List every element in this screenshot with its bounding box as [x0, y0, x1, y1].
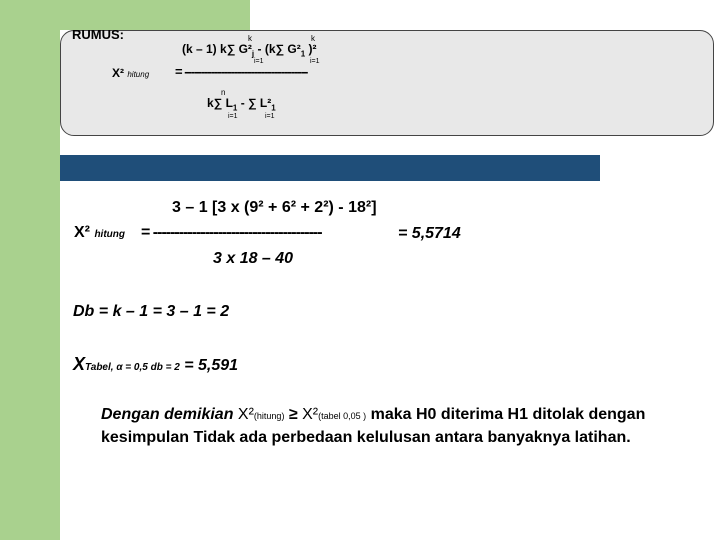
- left-green-strip: [0, 0, 60, 540]
- x-tabel-line: XTabel, α = 0,5 db = 2 = 5,591: [73, 354, 239, 374]
- sum-lower-limit: i=1: [265, 113, 275, 120]
- title-bar: [60, 155, 600, 181]
- formula-box: [60, 30, 714, 136]
- sum-lower-limit: i=1: [228, 113, 238, 120]
- sum-lower-limit: i=1: [310, 58, 320, 65]
- top-green-strip: [60, 0, 250, 30]
- sum-upper-limit: k: [248, 34, 252, 43]
- sum-upper-limit: k: [311, 34, 315, 43]
- formula-lhs: X² hitung: [112, 66, 150, 80]
- conclusion-text: Dengan demikian X²(hitung) ≥ X²(tabel 0,05 ) maka H0 diterima H1 ditolak dengan kesimpulan Tidak ada perbedaan kelulusan antara banyaknya latihan.: [101, 406, 646, 446]
- calc-lhs: X² hitung: [74, 224, 125, 241]
- sum-upper-limit: n: [221, 88, 226, 97]
- calc-result: = 5,5714: [398, 225, 461, 242]
- sum-lower-limit: i=1: [254, 58, 264, 65]
- calc-numerator: 3 – 1 [3 x (9² + 6² + 2²) - 18²]: [172, 199, 377, 216]
- degrees-of-freedom: Db = k – 1 = 3 – 1 = 2: [73, 303, 230, 320]
- calc-fraction-bar: = ---------------------------------------: [141, 224, 322, 241]
- formula-denominator: k∑ $L_1$ - ∑ $L^2_1$: [207, 96, 276, 113]
- formula-numerator: (k – 1) k∑ $G^2_j - (k\sum$ $G^2_1$ )²: [182, 42, 317, 59]
- formula-label: RUMUS:: [72, 27, 124, 42]
- formula-fraction-bar: = -------------------------------------: [175, 64, 308, 79]
- calc-denominator: 3 x 18 – 40: [213, 250, 294, 267]
